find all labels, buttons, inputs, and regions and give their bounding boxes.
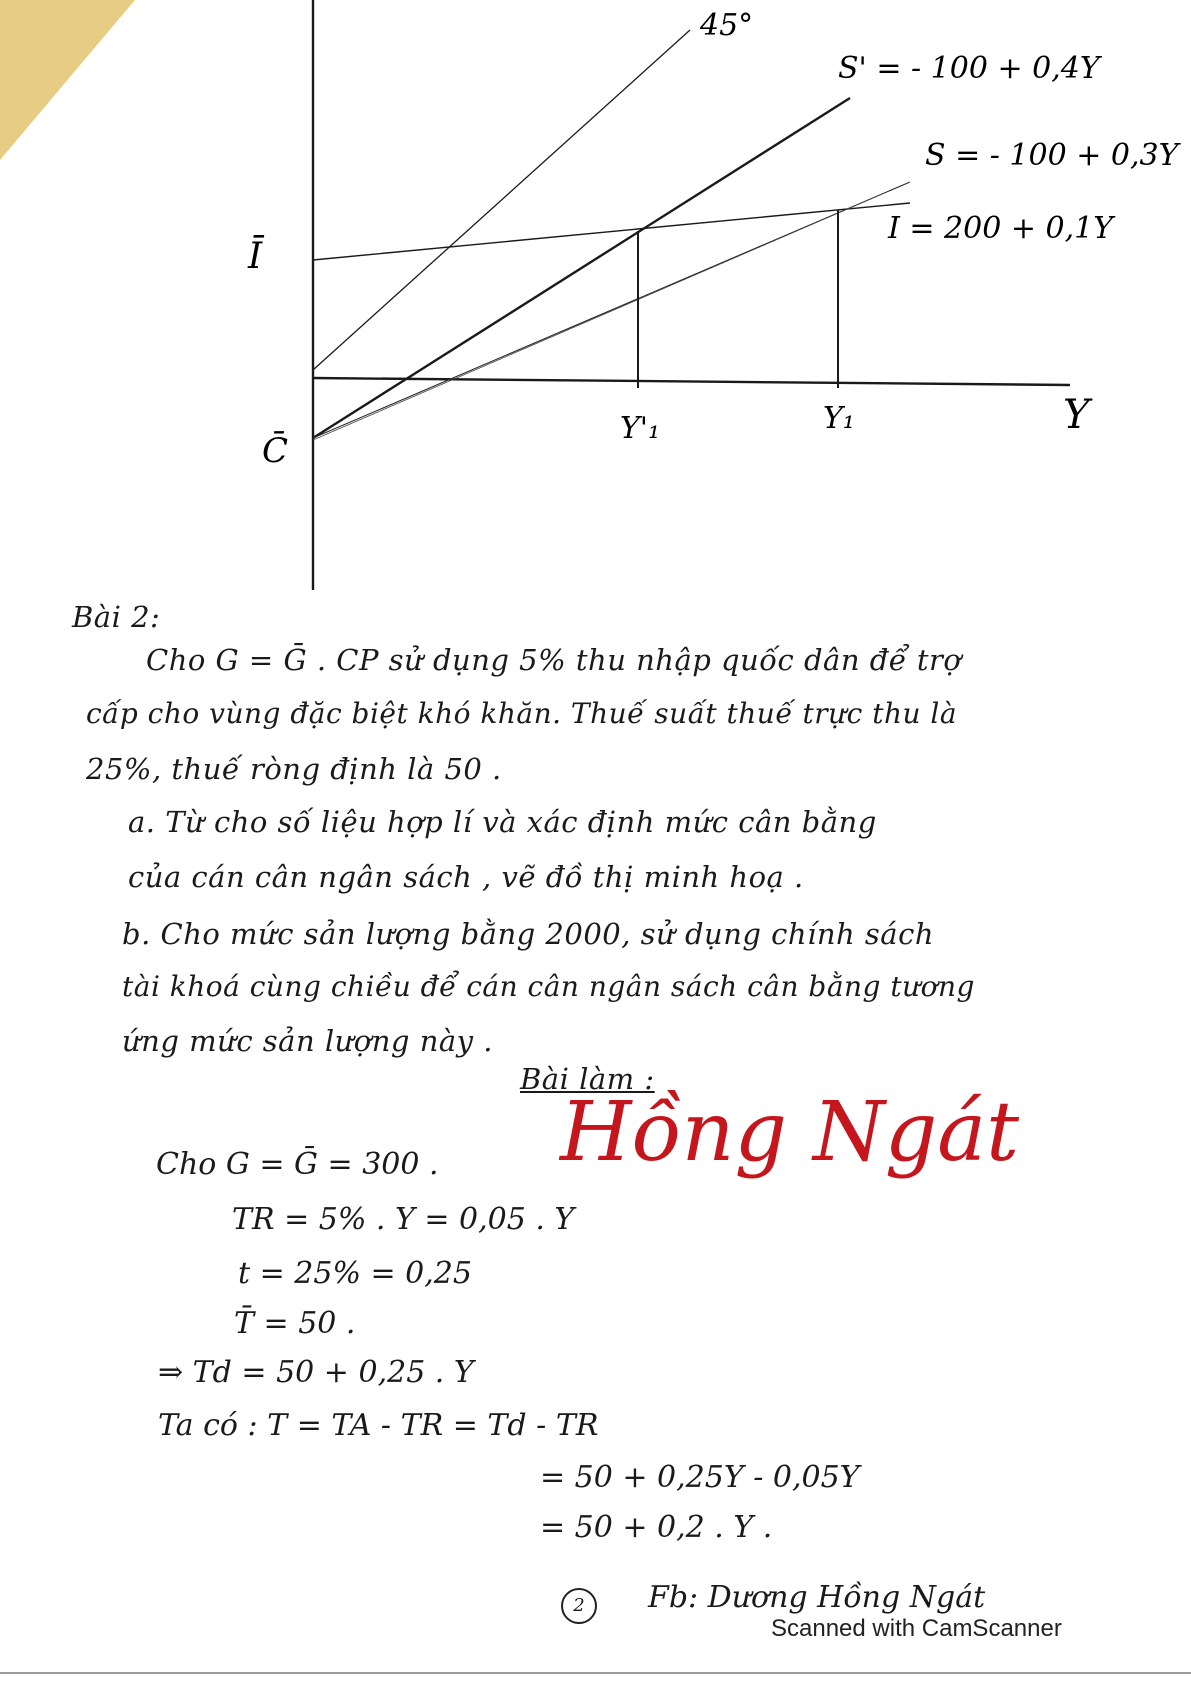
- curve-label-s: S = - 100 + 0,3Y: [925, 138, 1179, 173]
- problem-line-3: 25%, thuế ròng định là 50 .: [86, 752, 502, 786]
- solution-line-2: TR = 5% . Y = 0,05 . Y: [232, 1202, 575, 1237]
- solution-line-7: = 50 + 0,25Y - 0,05Y: [540, 1460, 860, 1495]
- problem-line-5: của cán cân ngân sách , vẽ đồ thị minh hoạ .: [128, 860, 804, 894]
- i-line: [313, 203, 910, 260]
- solution-line-4: T̄ = 50 .: [234, 1306, 356, 1341]
- angle-label: 45°: [700, 8, 754, 43]
- camscanner-watermark: Scanned with CamScanner: [771, 1615, 1062, 1642]
- solution-line-3: t = 25% = 0,25: [238, 1256, 472, 1291]
- tick-y1-prime: Y'₁: [620, 411, 661, 446]
- solution-line-8: = 50 + 0,2 . Y .: [540, 1510, 773, 1545]
- fb-credit: Fb: Dương Hồng Ngát: [648, 1580, 986, 1615]
- s-prime-line: [313, 98, 850, 438]
- i-bar-label: Ī: [248, 236, 263, 277]
- curve-label-s-prime: S' = - 100 + 0,4Y: [838, 51, 1100, 86]
- problem-line-8: ứng mức sản lượng này .: [122, 1024, 493, 1058]
- tick-y1: Y₁: [823, 401, 855, 436]
- solution-line-1: Cho G = Ḡ = 300 .: [156, 1147, 439, 1182]
- signature-hong-ngat: Hồng Ngát: [560, 1085, 1020, 1180]
- page-number: 2: [561, 1588, 597, 1624]
- problem-line-6: b. Cho mức sản lượng bằng 2000, sử dụng chính sách: [122, 917, 935, 951]
- problem-line-1: Cho G = Ḡ . CP sử dụng 5% thu nhập quốc dân để trợ: [146, 643, 962, 677]
- x-axis-label: Y: [1063, 392, 1090, 438]
- problem-title: Bài 2:: [72, 600, 161, 634]
- problem-line-4: a. Từ cho số liệu hợp lí và xác định mức cân bằng: [128, 805, 877, 839]
- solution-heading: Bài làm :: [520, 1062, 655, 1096]
- equilibrium-graph: [0, 0, 1191, 600]
- problem-line-2: cấp cho vùng đặc biệt khó khăn. Thuế suất thuế trực thu là: [86, 697, 958, 730]
- x-axis: [313, 378, 1070, 385]
- c-bar-label: C̄: [262, 431, 289, 471]
- faint-line: [313, 195, 880, 440]
- problem-line-7: tài khoá cùng chiều để cán cân ngân sách cân bằng tương: [122, 970, 975, 1003]
- bottom-rule: [0, 1672, 1191, 1674]
- solution-line-6: Ta có : T = TA - TR = Td - TR: [158, 1408, 599, 1443]
- solution-line-5: ⇒ Td = 50 + 0,25 . Y: [158, 1355, 474, 1390]
- curve-label-i: I = 200 + 0,1Y: [888, 211, 1114, 246]
